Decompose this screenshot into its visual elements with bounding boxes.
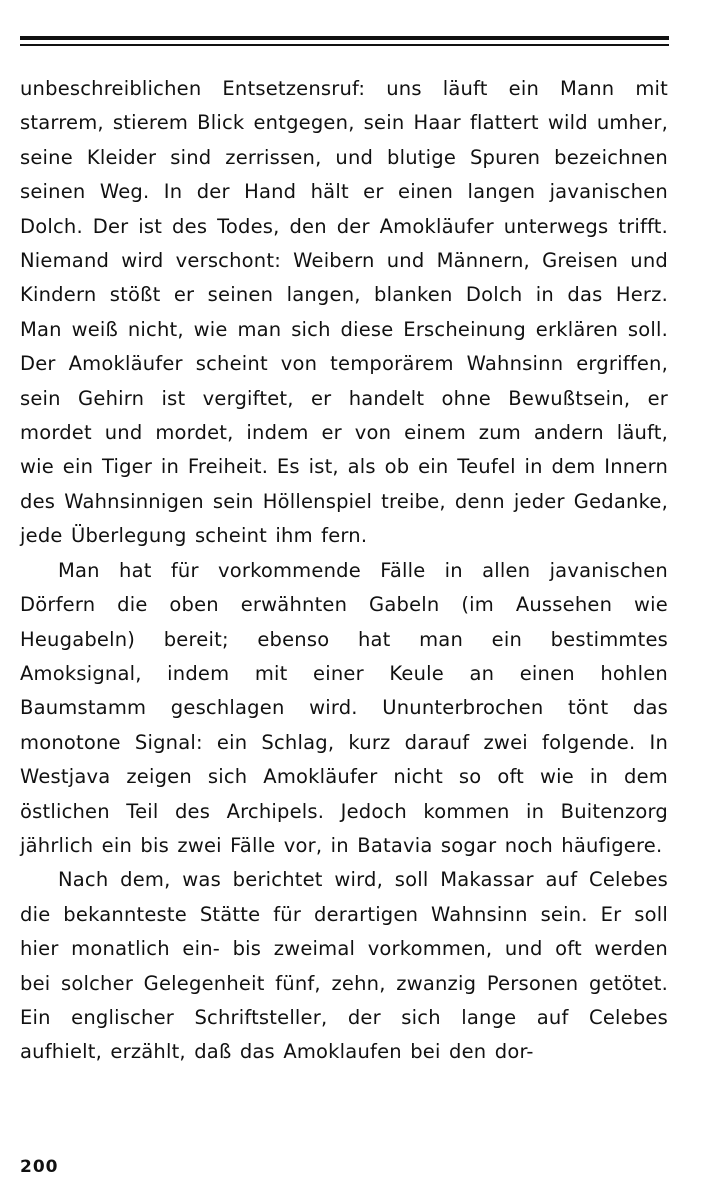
- page-number: 200: [20, 1157, 59, 1177]
- body-text: [20, 72, 668, 1070]
- header-rule-thick: [20, 36, 669, 40]
- paragraph-3: Nach dem, was berichtet wird, soll Makassar auf Celebes die bekannteste Stätte für derartigen Wahnsinn sein. Er soll hier monatlich ein- bis zweimal vorkommen, und oft werden bei solcher Gelegenheit fünf, zehn, zwanzig Personen getötet. Ein englischer Schriftsteller, der sich lange auf Celebes aufhielt, erzählt, daß das Amoklaufen bei den dor-: [20, 868, 668, 1064]
- paragraph-1: unbeschreiblichen Entsetzensruf: uns läuft ein Mann mit starrem, stierem Blick entgegen, sein Haar flattert wild umher, seine Kleider sind zerrissen, und blutige Spuren bezeichnen seinen Weg. In der Hand hält er einen langen javanischen Dolch. Der ist des Todes, den der Amokläufer unterwegs trifft. Niemand wird verschont: Weibern und Männern, Greisen und Kindern stößt er seinen langen, blanken Dolch in das Herz. Man weiß nicht, wie man sich diese Erscheinung erklären soll. Der Amokläufer scheint von temporärem Wahnsinn ergriffen, sein Gehirn ist vergiftet, er handelt ohne Bewußtsein, er mordet und mordet, indem er von einem zum andern läuft, wie ein Tiger in Freiheit. Es ist, als ob ein Teufel in dem Innern des Wahnsinnigen sein Höllenspiel treibe, denn jeder Gedanke, jede Überlegung scheint ihm fern.: [20, 77, 668, 548]
- header-rule-thin: [20, 44, 669, 46]
- paragraph-2: Man hat für vorkommende Fälle in allen javanischen Dörfern die oben erwähnten Gabeln (im Aussehen wie Heugabeln) bereit; ebenso hat man ein bestimmtes Amoksignal, indem mit einer Keule an einen hohlen Baumstamm geschlagen wird. Ununterbrochen tönt das monotone Signal: ein Schlag, kurz darauf zwei folgende. In Westjava zeigen sich Amokläufer nicht so oft wie in dem östlichen Teil des Archipels. Jedoch kommen in Buitenzorg jährlich ein bis zwei Fälle vor, in Batavia sogar noch häufigere.: [20, 558, 668, 857]
